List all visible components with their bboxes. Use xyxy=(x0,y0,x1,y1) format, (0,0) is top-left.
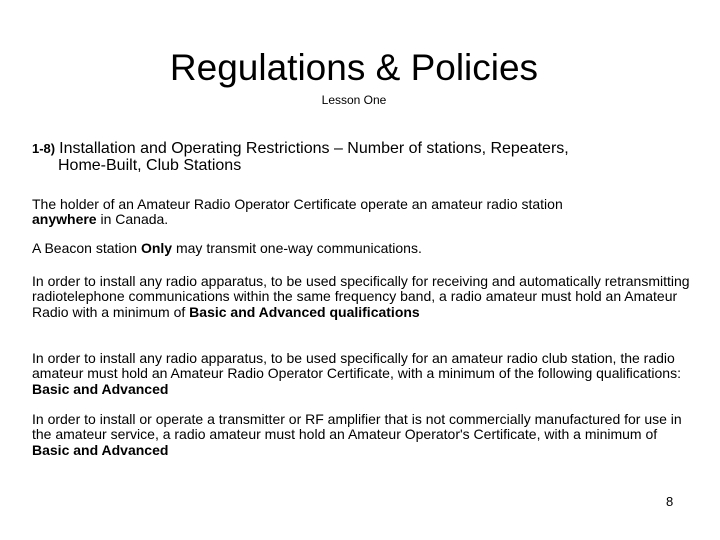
paragraph-repeater-install xyxy=(32,274,692,320)
paragraph-home-built-transmitter xyxy=(32,412,692,458)
paragraph-text: The holder of an Amateur Radio Operator Certificate operate an amateur radio station xyxy=(32,196,563,212)
section-heading-line1: Installation and Operating Restrictions – Number of stations, Repeaters, xyxy=(59,140,569,157)
paragraph-emphasis: Basic and Advanced xyxy=(32,380,169,397)
section-number: 1-8) xyxy=(32,141,56,156)
page-number: 8 xyxy=(666,494,674,509)
paragraph-emphasis: Basic and Advanced xyxy=(32,441,169,458)
section-heading-line2: Home-Built, Club Stations xyxy=(58,157,242,174)
slide-subtitle: Lesson One xyxy=(321,93,387,107)
paragraph-operate-anywhere xyxy=(32,197,692,227)
section-heading xyxy=(32,140,682,174)
paragraph-beacon-station xyxy=(32,241,692,256)
paragraph-text: In order to install or operate a transmitter or RF amplifier that is not commercially manufactured for use in the amateur service, a radio amateur must hold an Amateur Operator's Certificate, with a minimum of xyxy=(32,411,682,443)
slide-title: Regulations & Policies xyxy=(169,47,539,88)
paragraph-emphasis: anywhere xyxy=(32,211,97,227)
paragraph-club-station xyxy=(32,351,692,397)
paragraph-text: may transmit one-way communications. xyxy=(172,240,422,256)
paragraph-emphasis: Basic and Advanced qualifications xyxy=(189,303,420,320)
paragraph-text: A Beacon station xyxy=(32,240,141,256)
paragraph-text: In order to install any radio apparatus, to be used specifically for receiving and automatically retransmitting radiotelephone communications within the same frequency band, a radio amateur must hold an Amateur Radio with a minimum of xyxy=(32,273,690,320)
paragraph-text: in Canada. xyxy=(96,211,169,227)
paragraph-emphasis: Only xyxy=(140,240,173,256)
paragraph-text: In order to install any radio apparatus, to be used specifically for an amateur radio club station, the radio amateur must hold an Amateur Radio Operator Certificate, with a minimum of the following qualifications: xyxy=(32,350,681,382)
